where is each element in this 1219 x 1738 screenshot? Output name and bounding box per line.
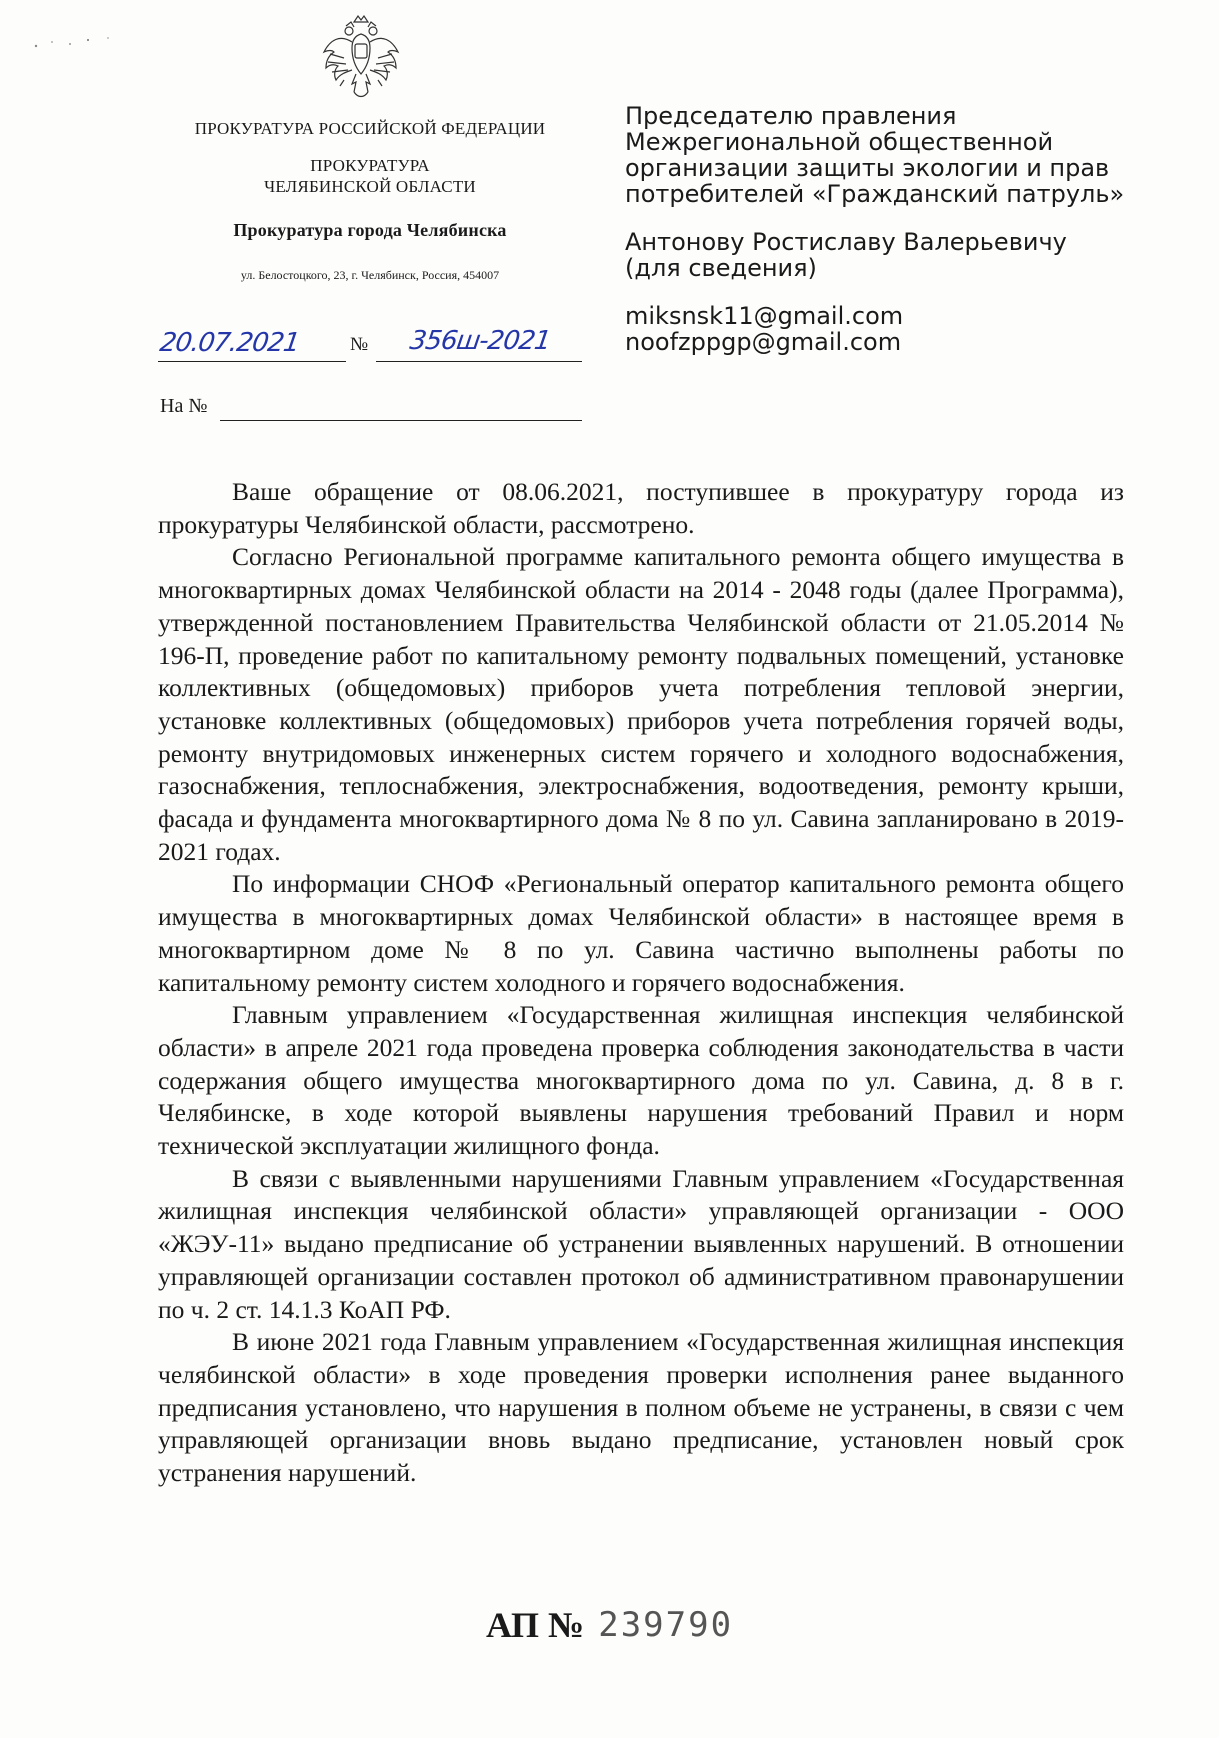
addressee-line-2: Межрегиональной общественной xyxy=(625,128,1054,156)
addressee-name: Антонову Ростиславу Валерьевичу xyxy=(625,228,1067,256)
addressee-email-1: miksnsk11@gmail.com xyxy=(625,302,904,330)
paragraph-5: В связи с выявленными нарушениями Главным управлением «Государственная жилищная инспекция челябинской области» управляющей организации - ООО «ЖЭУ-11» выдано предписание об устранении выявленных нарушений. В отношении управляющей организации составлен протокол об административном правонарушении по ч. 2 ст. 14.1.3 КоАП РФ. xyxy=(158,1163,1124,1324)
addressee-line-1: Председателю правления xyxy=(625,102,957,130)
paragraph-3: По информации СНОФ «Региональный оператор капитального ремонта общего имущества в многоквартирных домах Челябинской области» в настоящее время в многоквартирном доме № 8 по ул. Савина частично выполнены работы по капитальному ремонту систем холодного и горячего водоснабжения. xyxy=(158,869,1124,997)
agency-line-1: ПРОКУРАТУРА РОССИЙСКОЙ ФЕДЕРАЦИИ xyxy=(194,119,546,138)
reference-line xyxy=(220,396,582,421)
form-label: АП № xyxy=(485,1605,585,1645)
paragraph-2: Согласно Региональной программе капитального ремонта общего имущества в многоквартирных домах Челябинской области на 2014 - 2048 годы (далее Программа), утвержденной постановлением Правительства Челябинской области от 21.05.2014 № 196-П, проведение работ по капитальному ремонту подвальных помещений, установке коллективных (общедомовых) приборов учета потребления тепловой энергии, установке коллективных (общедомовых) приборов учета потребления горячей воды, ремонту внутридомовых инженерных систем горячего и холодного водоснабжения, газоснабжения, теплоснабжения, электроснабжения, водоотведения, ремонту крыши, фасада и фундамента многоквартирного дома № 8 по ул. Савина запланировано в 2019-2021 годах. xyxy=(158,542,1124,866)
reference-label: На № xyxy=(160,395,208,417)
agency-line-2: ПРОКУРАТУРА xyxy=(310,156,430,175)
addressee-email-2: noofzppgp@gmail.com xyxy=(625,328,902,356)
addressee-note: (для сведения) xyxy=(625,254,817,282)
office-address: ул. Белостоцкого, 23, г. Челябинск, Россия, 454007 xyxy=(240,268,500,282)
addressee-line-3: организации защиты экологии и прав xyxy=(625,154,1110,182)
agency-line-3: ЧЕЛЯБИНСКОЙ ОБЛАСТИ xyxy=(264,177,476,196)
form-number: 239790 xyxy=(598,1605,734,1645)
addressee-line-4: потребителей «Гражданский патруль» xyxy=(625,180,1125,208)
paragraph-4: Главным управлением «Государственная жилищная инспекция челябинской области» в апреле 2021 года проведена проверка соблюдения законодательства в части содержания общего имущества многоквартирного дома по ул. Савина, д. 8 в г. Челябинске, в ходе которой выявлены нарушения требований Правил и норм технической эксплуатации жилищного фонда. xyxy=(158,1000,1124,1161)
form-number-footer xyxy=(0,1604,1219,1646)
paragraph-1: Ваше обращение от 08.06.2021, поступившее в прокуратуру города из прокуратуры Челябинской области, рассмотрено. xyxy=(158,477,1124,539)
registration-number: 356ш-2021 xyxy=(407,326,553,356)
registration-number-sign: № xyxy=(350,334,369,355)
office-name: Прокуратура города Челябинска xyxy=(233,220,507,240)
paragraph-6: В июне 2021 года Главным управлением «Государственная жилищная инспекция челябинской области» в ходе проведения проверки исполнения ранее выданного предписания установлено, что нарушения в полном объеме не устранены, в связи с чем управляющей организации вновь выдано предписание, установлен новый срок устранения нарушений. xyxy=(158,1327,1124,1488)
scan-noise xyxy=(30,30,120,60)
coat-of-arms-icon xyxy=(318,12,404,108)
registration-date: 20.07.2021 xyxy=(157,328,301,358)
letter-body xyxy=(158,476,1124,1490)
